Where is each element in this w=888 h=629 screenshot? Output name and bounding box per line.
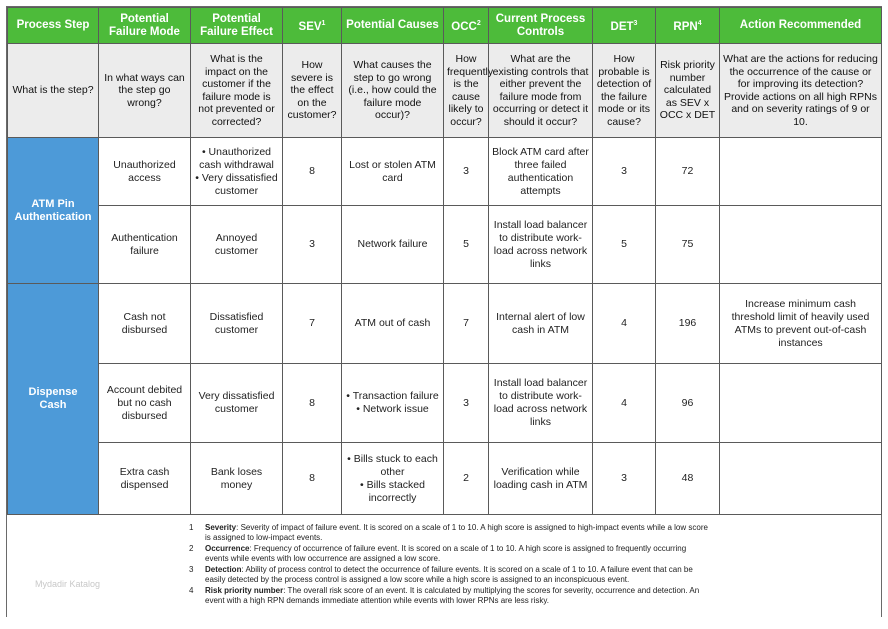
header-rpn: RPN$^4$ bbox=[656, 8, 720, 44]
footnote-item bbox=[189, 586, 709, 606]
failure-effect-cell bbox=[191, 364, 283, 443]
process-step-dispense-cash: Dispense Cash bbox=[8, 284, 99, 515]
action-cell bbox=[720, 364, 882, 443]
table-row bbox=[8, 206, 882, 284]
occ-cell: 3 bbox=[444, 138, 489, 206]
det-cell: 5 bbox=[593, 206, 656, 284]
causes-cell bbox=[342, 206, 444, 284]
list-item: Dissatisfied customer bbox=[209, 310, 264, 336]
occ-cell: 5 bbox=[444, 206, 489, 284]
header-occ: OCC$^2$ bbox=[444, 8, 489, 44]
det-cell: 4 bbox=[593, 364, 656, 443]
footnote-text: : Severity of impact of failure event. It is scored on a scale of 1 to 10. A high score is assigned to high-impact events while a low score is assigned to low-impact events. bbox=[205, 523, 708, 542]
footnote-text: : The overall risk score of an event. It is calculated by multiplying the scores for severity, occurrence and detection. An event with a high RPN demands immediate attention while events with lower RPNs are less risky. bbox=[205, 586, 700, 605]
rpn-cell: 96 bbox=[656, 364, 720, 443]
failure-effect-cell bbox=[191, 284, 283, 364]
failure-mode-cell: Authentication failure bbox=[99, 206, 191, 284]
controls-cell: Install load balancer to distribute work-load across network links bbox=[489, 206, 593, 284]
header-sev: SEV$^1$ bbox=[283, 8, 342, 44]
list-item: • Very dissatisfied customer bbox=[195, 171, 278, 197]
causes-cell bbox=[342, 443, 444, 515]
question-cell: How frequently is the cause likely to occur? bbox=[444, 44, 489, 138]
sev-cell: 8 bbox=[283, 443, 342, 515]
action-cell bbox=[720, 443, 882, 515]
failure-mode-cell: Cash not disbursed bbox=[99, 284, 191, 364]
header-action: Action Recommended bbox=[720, 8, 882, 44]
sev-cell: 8 bbox=[283, 138, 342, 206]
footnote-item bbox=[189, 544, 709, 564]
footnote-term: Risk priority number bbox=[205, 586, 284, 595]
controls-cell: Install load balancer to distribute work-load across network links bbox=[489, 364, 593, 443]
list-item: Network failure bbox=[357, 238, 428, 250]
list-item: Bank loses money bbox=[210, 465, 263, 491]
occ-cell: 2 bbox=[444, 443, 489, 515]
action-cell: Increase minimum cash threshold limit of heavily used ATMs to prevent out-of-cash instances bbox=[720, 284, 882, 364]
causes-cell bbox=[342, 284, 444, 364]
controls-cell: Verification while loading cash in ATM bbox=[489, 443, 593, 515]
list-item: • Transaction failure bbox=[346, 390, 439, 402]
footnote-term: Occurrence bbox=[205, 544, 250, 553]
question-row bbox=[8, 44, 882, 138]
failure-mode-cell: Unauthorized access bbox=[99, 138, 191, 206]
footnote-text: : Frequency of occurrence of failure event. It is scored on a scale of 1 to 10. A high score is assigned to frequently occurring events while events with low occurrence are assigned a low score. bbox=[205, 544, 687, 563]
fmea-document bbox=[6, 6, 882, 617]
footnote-number: 3 bbox=[189, 565, 194, 574]
footnote-list bbox=[189, 523, 709, 607]
footnote-item bbox=[189, 565, 709, 585]
question-cell: What are the existing controls that either prevent the failure mode from occurring or detect it should it occur? bbox=[489, 44, 593, 138]
det-cell: 3 bbox=[593, 138, 656, 206]
footnote-term: Severity bbox=[205, 523, 237, 532]
failure-mode-cell: Extra cash dispensed bbox=[99, 443, 191, 515]
question-cell: What are the actions for reducing the occurrence of the cause or for improving its detection? Provide actions on all high RPNs and on severity ratings of 9 or 10. bbox=[720, 44, 882, 138]
failure-effect-cell bbox=[191, 443, 283, 515]
occ-cell: 7 bbox=[444, 284, 489, 364]
question-cell: How probable is detection of the failure mode or its cause? bbox=[593, 44, 656, 138]
failure-effect-cell bbox=[191, 138, 283, 206]
question-cell: Risk priority number calculated as SEV x OCC x DET bbox=[656, 44, 720, 138]
footnote-number: 4 bbox=[189, 586, 194, 595]
rpn-cell: 75 bbox=[656, 206, 720, 284]
action-cell bbox=[720, 138, 882, 206]
header-failure-mode: Potential Failure Mode bbox=[99, 8, 191, 44]
sev-cell: 3 bbox=[283, 206, 342, 284]
footnotes bbox=[7, 519, 881, 617]
footnote-number: 2 bbox=[189, 544, 194, 553]
list-item: • Bills stacked incorrectly bbox=[360, 478, 425, 504]
fmea-table bbox=[7, 7, 882, 515]
footnote-term: Detection bbox=[205, 565, 242, 574]
rpn-cell: 72 bbox=[656, 138, 720, 206]
question-cell: What causes the step to go wrong (i.e., how could the failure mode occur)? bbox=[342, 44, 444, 138]
list-item: • Network issue bbox=[356, 403, 429, 415]
causes-cell bbox=[342, 364, 444, 443]
question-cell: How severe is the effect on the customer? bbox=[283, 44, 342, 138]
watermark: Mydadir Katalog bbox=[35, 579, 101, 589]
question-cell: What is the impact on the customer if the failure mode is not prevented or corrected? bbox=[191, 44, 283, 138]
footnote-number: 1 bbox=[189, 523, 194, 532]
list-item: Very dissatisfied customer bbox=[198, 390, 275, 415]
header-causes: Potential Causes bbox=[342, 8, 444, 44]
question-cell: What is the step? bbox=[8, 44, 99, 138]
action-cell bbox=[720, 206, 882, 284]
controls-cell: Internal alert of low cash in ATM bbox=[489, 284, 593, 364]
question-cell: In what ways can the step go wrong? bbox=[99, 44, 191, 138]
causes-cell bbox=[342, 138, 444, 206]
header-det: DET$^3$ bbox=[593, 8, 656, 44]
list-item: ATM out of cash bbox=[354, 317, 431, 329]
table-row bbox=[8, 443, 882, 515]
rpn-cell: 48 bbox=[656, 443, 720, 515]
table-row bbox=[8, 284, 882, 364]
occ-cell: 3 bbox=[444, 364, 489, 443]
table-row bbox=[8, 364, 882, 443]
list-item: Annoyed customer bbox=[214, 231, 259, 257]
header-failure-effect: Potential Failure Effect bbox=[191, 8, 283, 44]
sev-cell: 7 bbox=[283, 284, 342, 364]
rpn-cell: 196 bbox=[656, 284, 720, 364]
failure-effect-cell bbox=[191, 206, 283, 284]
header-controls: Current Process Controls bbox=[489, 8, 593, 44]
failure-mode-cell: Account debited but no cash disbursed bbox=[99, 364, 191, 443]
footnote-item bbox=[189, 523, 709, 543]
det-cell: 4 bbox=[593, 284, 656, 364]
footnote-text: : Ability of process control to detect the occurrence of failure events. It is scored on a scale of 1 to 10. A failure event that can be easily detected by the process control is assigned a low score while a high score is assigned to an inconspicuous event. bbox=[205, 565, 693, 584]
list-item: Lost or stolen ATM card bbox=[349, 158, 436, 184]
controls-cell: Block ATM card after three failed authentication attempts bbox=[489, 138, 593, 206]
list-item: • Bills stuck to each other bbox=[347, 452, 438, 478]
table-row bbox=[8, 138, 882, 206]
process-step-atm-pin-authentication: ATM Pin Authentication bbox=[8, 138, 99, 284]
sev-cell: 8 bbox=[283, 364, 342, 443]
det-cell: 3 bbox=[593, 443, 656, 515]
list-item: • Unauthorized cash withdrawal bbox=[199, 145, 274, 171]
header-row bbox=[8, 8, 882, 44]
header-process-step: Process Step bbox=[8, 8, 99, 44]
